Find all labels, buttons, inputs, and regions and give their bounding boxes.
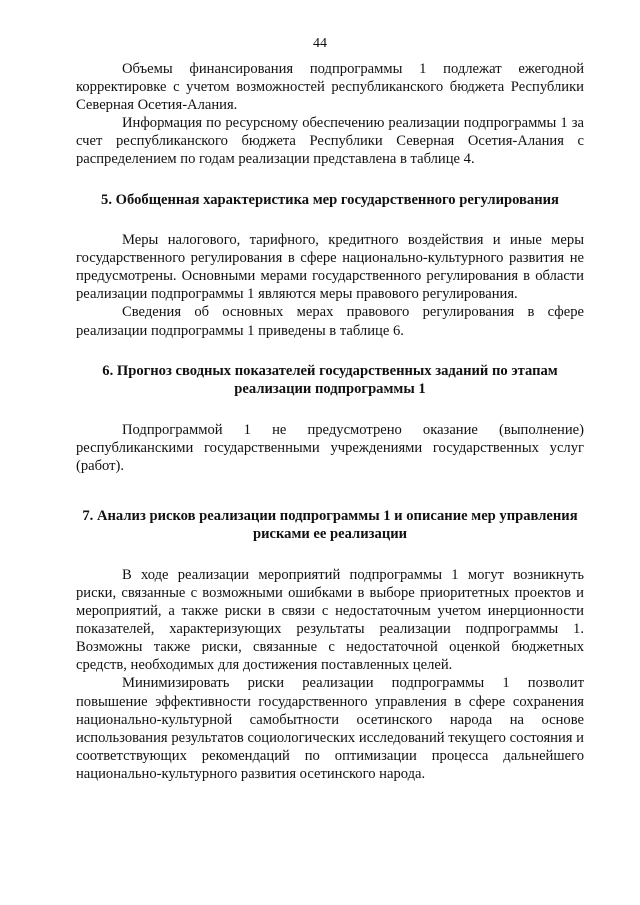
page-number: 44 [313, 36, 327, 51]
paragraph-resource-info: Информация по ресурсному обеспечению реализации подпрограммы 1 за счет республиканского бюджета Республики Северная Осетия-Алания с распределением по годам реализации представлена в таблице 4. [76, 115, 584, 168]
paragraph-state-tasks: Подпрограммой 1 не предусмотрено оказание (выполнение) республиканскими государственными учреждениями государственных услуг (работ). [76, 421, 584, 474]
section-7-heading: 7. Анализ рисков реализации подпрограммы 1 и описание мер управления рисками ее реализации [82, 507, 578, 543]
paragraph-financing-volumes: Объемы финансирования подпрограммы 1 подлежат ежегодной корректировке с учетом возможностей республиканского бюджета Республики Северная Осетия-Алания. [76, 61, 584, 114]
paragraph-regulation-measures: Меры налогового, тарифного, кредитного воздействия и иные меры государственного регулирования в сфере национально-культурного развития не предусмотрены. Основными мерами государственного регулирования в области реализации подпрограммы 1 являются меры правового регулирования. [76, 232, 584, 303]
paragraph-regulation-info: Сведения об основных мерах правового регулирования в сфере реализации подпрограммы 1 приведены в таблице 6. [76, 304, 584, 339]
page-body [76, 60, 584, 783]
section-5-heading: 5. Обобщенная характеристика мер государственного регулирования [101, 191, 559, 208]
section-6-heading: 6. Прогноз сводных показателей государственных заданий по этапам реализации подпрограммы 1 [102, 362, 558, 398]
paragraph-risks: В ходе реализации мероприятий подпрограммы 1 могут возникнуть риски, связанные с возможными ошибками в выборе приоритетных проектов и мероприятий, а также риски в связи с недостаточным учетом инерционности показателей, характеризующих результаты реализации подпрограммы 1. Возможны также риски, связанные с недостаточной оценкой бюджетных средств, необходимых для достижения поставленных целей. [76, 566, 584, 674]
paragraph-risk-mitigation: Минимизировать риски реализации подпрограммы 1 позволит повышение эффективности государственного управления в сфере сохранения национально-культурной самобытности осетинского народа на основе использования результатов социологических исследований текущего состояния и соответствующих рекомендаций по оптимизации процесса дальнейшего национально-культурного развития осетинского народа. [76, 675, 584, 782]
